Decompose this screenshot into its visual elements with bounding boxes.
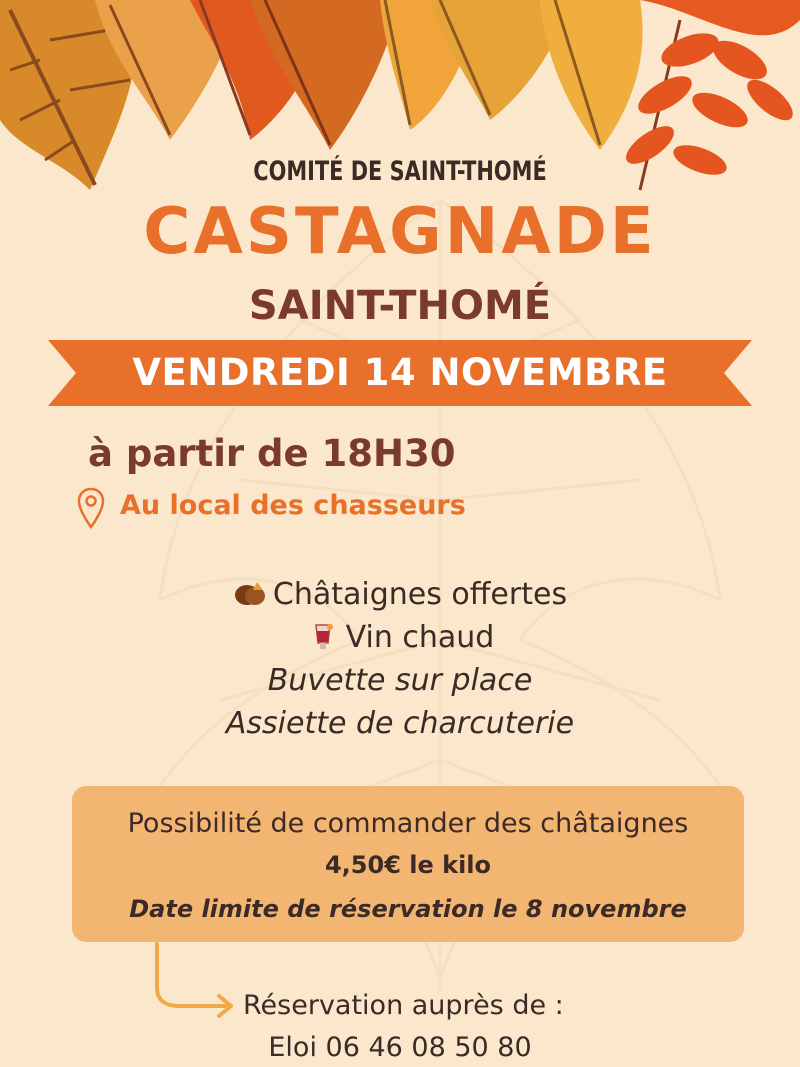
event-title: CASTAGNADE [143, 195, 657, 269]
list-item: Buvette sur place [267, 663, 533, 698]
event-location: Au local des chasseurs [120, 490, 466, 521]
offer-text: Vin chaud [345, 620, 495, 655]
event-time: à partir de 18H30 [88, 432, 456, 475]
chestnut-icon [233, 578, 267, 608]
mulled-wine-icon [306, 621, 340, 651]
list-item: Assiette de charcuterie [225, 706, 575, 741]
reservation-label: Réservation auprès de : [243, 990, 564, 1021]
event-subtitle: SAINT-THOMÉ [248, 283, 552, 329]
order-deadline: Date limite de réservation le 8 novembre [129, 895, 687, 923]
list-item [0, 616, 800, 659]
offer-text: Châtaignes offertes [272, 577, 568, 612]
offers-list [0, 573, 800, 745]
curved-arrow-icon [145, 940, 255, 1020]
order-info-line: Possibilité de commander des châtaignes [127, 808, 689, 839]
committee-name: COMITÉ DE SAINT-THOMÉ [253, 156, 547, 187]
location-pin-icon [77, 487, 105, 529]
order-price: 4,50€ le kilo [324, 851, 492, 879]
event-date: VENDREDI 14 NOVEMBRE [132, 351, 668, 394]
list-item [0, 573, 800, 616]
reservation-contact: Eloi 06 46 08 50 80 [268, 1032, 532, 1063]
